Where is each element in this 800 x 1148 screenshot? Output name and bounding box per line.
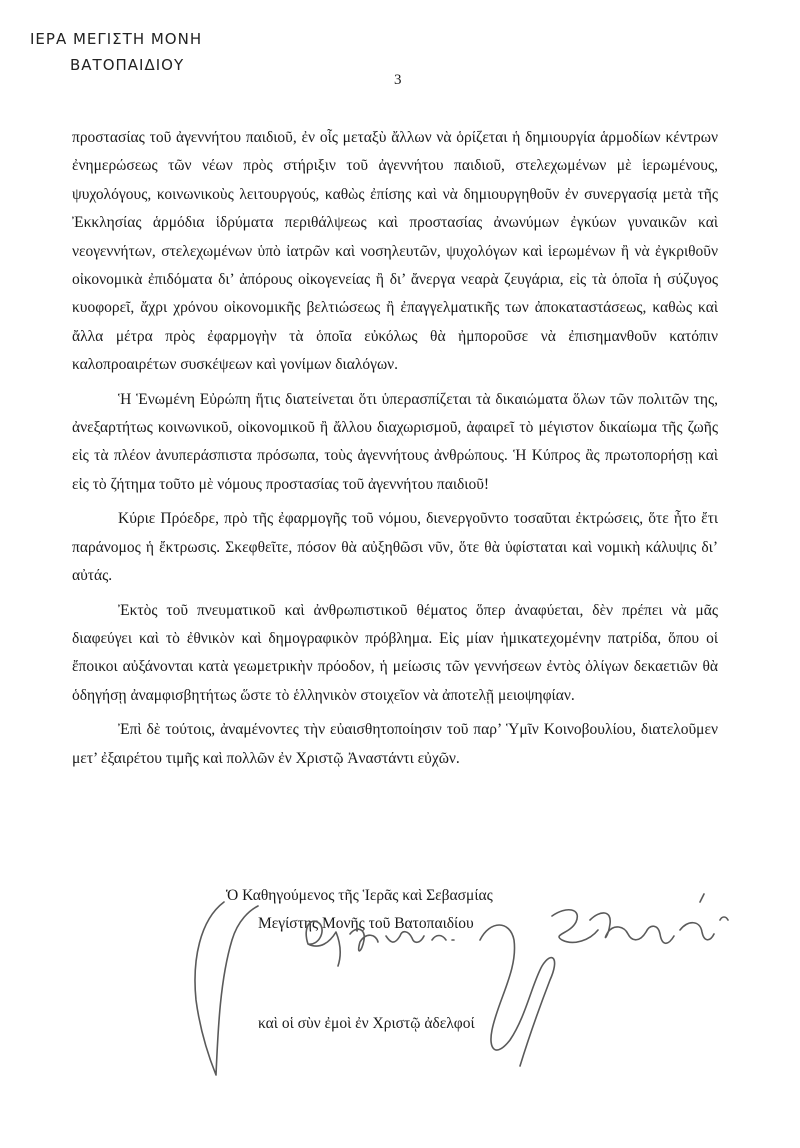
body-paragraph-2: Ἡ Ἑνωμένη Εὐρώπη ἥτις διατείνεται ὅτι ὑπερασπίζεται τὰ δικαιώματα ὅλων τῶν πολιτῶν της, ἀνεξαρτήτως κοινωνικοῦ, οἰκονομικοῦ ἢ ἄλλου διαχωρισμοῦ, ἀφαιρεῖ τὸ μέγιστον δικαίωμα τῆς ζωῆς εἰς τὰ πλέον ἀνυπεράσπιστα πρόσωπα, τοὺς ἀγεννήτους ἀνθρώπους. Ἡ Κύπρος ἂς πρωτοπορήσῃ καὶ εἰς τὸ ζήτημα τοῦτο μὲ νόμους προστασίας τοῦ ἀγεννήτου παιδιοῦ! <box>72 390 718 493</box>
closing-line-2: Μεγίστης Μονῆς τοῦ Βατοπαιδίου <box>258 915 474 932</box>
closing-line-3: καὶ οἱ σὺν ἐμοὶ ἐν Χριστῷ ἀδελφοί <box>258 1015 475 1032</box>
closing-block <box>196 882 616 1038</box>
letterhead-line-2: ΒΑΤΟΠΑΙΔΙΟΥ <box>70 56 185 74</box>
page-number: 3 <box>394 72 402 88</box>
body-paragraph-5: Ἐπὶ δὲ τούτοις, ἀναμένοντες τὴν εὐαισθητοποίησιν τοῦ παρ’ Ὑμῖν Κοινοβουλίου, διατελοῦμεν μετ’ ἐξαιρέτου τιμῆς καὶ πολλῶν ἐν Χριστῷ Ἀναστάντι εὐχῶν. <box>72 721 718 767</box>
letterhead-line-1: ΙΕΡΑ ΜΕΓΙΣΤΗ ΜΟΝΗ <box>30 30 203 48</box>
monastery-letterhead <box>30 26 240 78</box>
closing-line-1: Ὁ Καθηγούμενος τῆς Ἱερᾶς καὶ Σεβασμίας <box>226 887 493 904</box>
body-paragraph-4: Ἐκτὸς τοῦ πνευματικοῦ καὶ ἀνθρωπιστικοῦ θέματος ὅπερ ἀναφύεται, δὲν πρέπει νὰ μᾶς διαφεύγει καὶ τὸ ἐθνικὸν καὶ δημογραφικὸν πρόβλημα. Εἰς μίαν ἡμικατεχομένην πατρίδα, ὅπου οἱ ἔποικοι αὐξάνονται κατὰ γεωμετρικὴν πρόοδον, ἡ μείωσις τῶν γεννήσεων ἐντὸς ὀλίγων δεκαετιῶν θὰ ὁδηγήσῃ ἀναμφισβητήτως ὥστε τὸ ἑλληνικὸν στοιχεῖον νὰ ἀποτελῇ μειοψηφίαν. <box>72 601 718 704</box>
body-paragraph-3: Κύριε Πρόεδρε, πρὸ τῆς ἐφαρμογῆς τοῦ νόμου, διενεργοῦντο τοσαῦται ἐκτρώσεις, ὅτε ἦτο ἔτι παράνομος ἡ ἔκτρωσις. Σκεφθεῖτε, πόσον θὰ αὐξηθῶσι νῦν, ὅτε θὰ ὑφίσταται καὶ νομικὴ κάλυψις δι’ αὐτάς. <box>72 510 718 585</box>
letter-body <box>72 124 718 773</box>
body-paragraph-1: προστασίας τοῦ ἀγεννήτου παιδιοῦ, ἐν οἷς μεταξὺ ἄλλων νὰ ὁρίζεται ἡ δημιουργία ἁρμοδίων κέντρων ἐνημερώσεως τῶν νέων πρὸς στήριξιν τοῦ ἀγεννήτου παιδιοῦ, στελεχωμένων μὲ ἱερωμένους, ψυχολόγους, κοινωνικοὺς λειτουργούς, καθὼς ἐπίσης καὶ νὰ δημιουργηθοῦν ἐν συνεργασίᾳ μετὰ τῆς Ἐκκλησίας ἁρμόδια ἱδρύματα περιθάλψεως καὶ προστασίας ἀνωνύμων ἐγκύων γυναικῶν καὶ νεογεννήτων, στελεχωμένων ὑπὸ ἰατρῶν καὶ νοσηλευτῶν, ψυχολόγων καὶ ἱερωμένων ἢ νὰ ἐγκριθοῦν οἰκονομικὰ ἐπιδόματα δι’ ἀπόρους οἰκογενείας ἢ δι’ ἄνεργα νεαρὰ ζευγάρια, εἰς τὰ ὁποῖα ἡ σύζυγος κυοφορεῖ, ἄχρι χρόνου οἰκονομικῆς βελτιώσεως ἢ ἐπαγγελματικῆς των ἀποκαταστάσεως, καθὼς καὶ ἄλλα μέτρα πρὸς ἐφαρμογὴν τὰ ὁποῖα εὐκόλως θὰ ἠμποροῦσε νὰ ἐπισημανθοῦν κατόπιν καλοπροαιρέτων συσκέψεων καὶ γονίμων διαλόγων. <box>72 129 718 374</box>
